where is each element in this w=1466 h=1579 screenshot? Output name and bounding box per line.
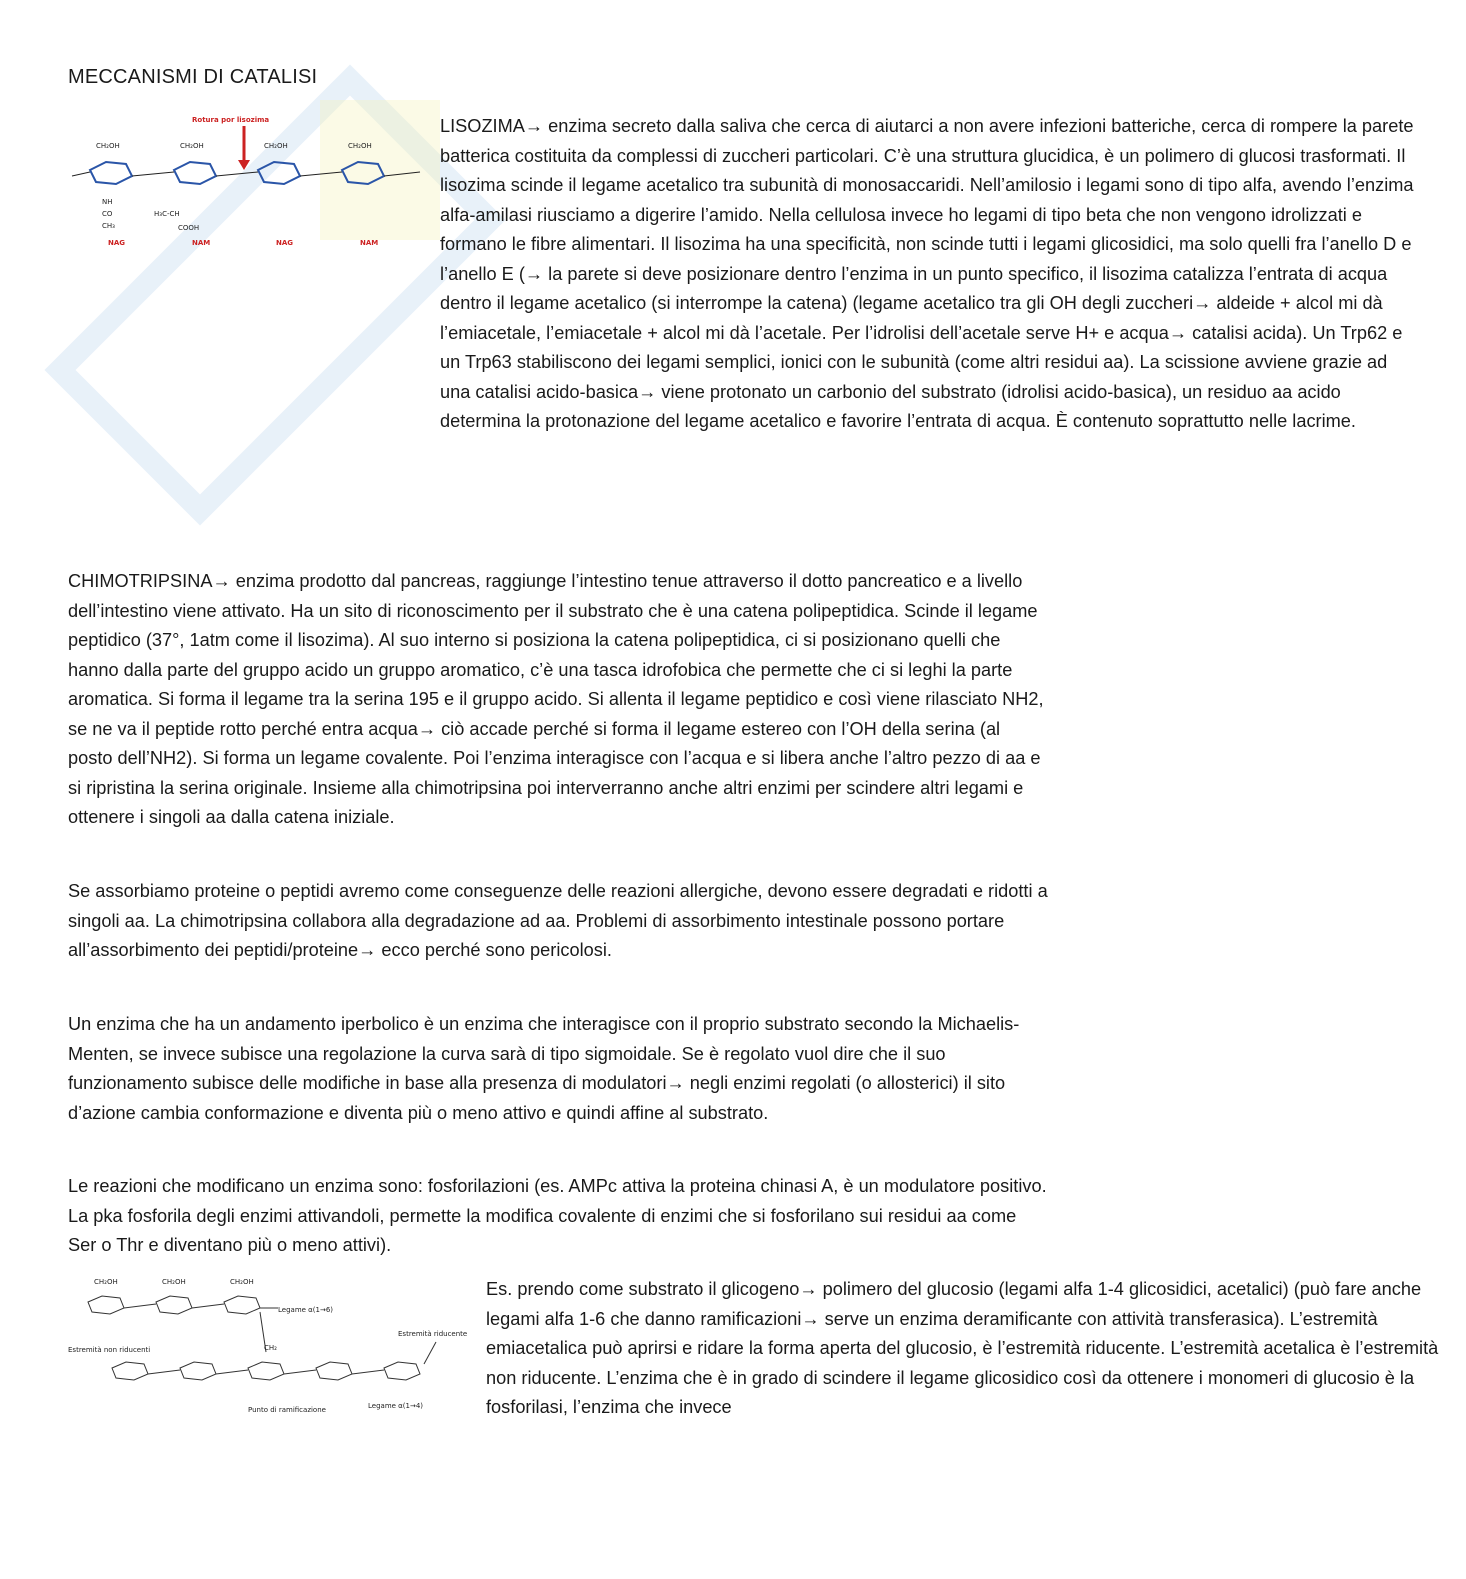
glycogen-top-label-3: CH₂OH (230, 1278, 254, 1286)
paragraph-chimotripsina: CHIMOTRIPSINA→ enzima prodotto dal pancreas, raggiunge l’intestino tenue attraverso il dotto pancreatico e a livello dell’intestino viene attivato. Ha un sito di riconoscimento per il substrato che è una catena polipeptidica. Scinde il legame peptidico (37°, 1atm come il lisozima). Al suo interno si posiziona la catena polipeptidica, ci si posizionano quelli che hanno dalla parte del gruppo acido un gruppo aromatico, c’è una tasca idrofobica che permette che ci si leghi la parte aromatica. Si forma il legame tra la serina 195 e il gruppo acido. Si allenta il legame peptidico e così viene rilasciato NH2, se ne va il peptide rotto perché entra acqua→ ciò accade perché si forma il legame estereo con l’OH della serina (al posto dell’NH2). Si forma un legame covalente. Poi l’enzima interagisce con l’acqua e si libera anche l’altro pezzo di aa e si ripristina la serina originale. Insieme alla chimotripsina poi interverranno anche altri enzimi per scindere altri legami e ottenere i singoli aa dalla catena iniziale. (68, 571, 1044, 827)
ring-bottom-label-4: NAM (360, 239, 379, 247)
page-title: MECCANISMI DI CATALISI (68, 66, 318, 88)
substituent-co-1: CO (102, 210, 113, 218)
glycogen-branch-point-label: Punto di ramificazione (248, 1406, 326, 1414)
paragraph-enzima-regolato: Un enzima che ha un andamento iperbolico è un enzima che interagisce con il proprio substrato secondo la Michaelis-Menten, se invece subisce una regolazione la curva sarà di tipo sigmoidale. Se è regolato vuol dire che il suo funzionamento subisce delle modifiche in base alla presenza di modulatori→ negli enzimi regolati (o allosterici) il sito d’azione cambia conformazione e diventa più o meno attivo e quindi affine al substrato. (68, 1014, 1020, 1123)
glycogen-bond-16-label: Legame α(1→6) (278, 1306, 334, 1314)
paragraph-fosforilazioni: Le reazioni che modificano un enzima sono: fosforilazioni (es. AMPc attiva la proteina chinasi A, è un modulatore positivo. La pka fosforila degli enzimi attivandoli, permette la modifica covalente di enzimi che si fosforilano sui residui aa come Ser o Thr e diventano più o meno attivi). (68, 1176, 1047, 1255)
ring-top-label-2: CH₂OH (180, 142, 204, 150)
glycogen-top-label-2: CH₂OH (162, 1278, 186, 1286)
glycogen-reducing-end-label: Estremità riducente (398, 1330, 468, 1338)
ring-top-label-1: CH₂OH (96, 142, 120, 150)
glycogen-bond-14-label: Legame α(1→4) (368, 1402, 424, 1410)
substituent-h3cch-2: H₃C-CH (154, 210, 180, 218)
substituent-cooh-2: COOH (178, 224, 200, 232)
ring-bottom-label-3: NAG (276, 239, 294, 247)
figure1-caption: Rotura por lisozima (192, 116, 270, 124)
ring-top-label-3: CH₂OH (264, 142, 288, 150)
paragraph-lisozima: LISOZIMA→ enzima secreto dalla saliva che cerca di aiutarci a non avere infezioni batteriche, cerca di rompere la parete batterica costituita da complessi di zuccheri particolari. C’è una struttura glucidica, è un polimero di glucosi trasformati. Il lisozima scinde il legame acetalico tra subunità di monosaccaridi. Nell’amilosio i legami sono di tipo alfa, avendo l’enzima alfa-amilasi riusciamo a digerire l’amido. Nella cellulosa invece ho legami di tipo beta che non vengono idrolizzati e formano le fibre alimentari. Il lisozima ha una specificità, non scinde tutti i legami glicosidici, ma solo quelli fra l’anello D e l’anello E (→ la parete si deve posizionare dentro l’enzima in un punto specifico, il lisozima catalizza l’entrata di acqua dentro il legame acetalico (si interrompe la catena) (legame acetalico tra gli OH degli zuccheri→ aldeide + alcol mi dà l’emiacetale, l’emiacetale + alcol mi dà l’acetale. Per l’idrolisi dell’acetale serve H+ e acqua→ catalisi acida). Un Trp62 e un Trp63 stabiliscono dei legami semplici, ionici con le subunità (come altri residui aa). La scissione avviene grazie ad una catalisi acido-basica→ viene protonato un carbonio del substrato (idrolisi acido-basica), un residuo aa acido determina la protonazione del legame acetalico e favorire l’entrata di acqua. È contenuto soprattutto nelle lacrime. (440, 116, 1414, 431)
substituent-nh-1: NH (102, 198, 113, 206)
ring-bottom-label-1: NAG (108, 239, 126, 247)
ring-top-label-4: CH₂OH (348, 142, 372, 150)
paragraph-glicogeno: Es. prendo come substrato il glicogeno→ polimero del glucosio (legami alfa 1-4 glicosidici, acetalici) (può fare anche legami alfa 1-6 che danno ramificazioni→ serve un enzima deramificante con attività transferasica). L’estremità emiacetalica può aprirsi e ridare la forma aperta del glucosio, è l’estremità riducente. L’estremità acetalica è l’estremità non riducente. L’enzima che è in grado di scindere il legame glicosidico così da ottenere i monomeri di glucosio è la fosforilasi, l’enzima che invece (486, 1279, 1439, 1417)
ring-bottom-label-2: NAM (192, 239, 211, 247)
glycogen-nonreducing-end-label: Estremità non riducenti (68, 1346, 151, 1354)
glycogen-top-label-1: CH₂OH (94, 1278, 118, 1286)
paragraph-assorbimento: Se assorbiamo proteine o peptidi avremo come conseguenze delle reazioni allergiche, devono essere degradati e ridotti a singoli aa. La chimotripsina collabora alla degradazione ad aa. Problemi di assorbimento intestinale possono portare all’assorbimento dei peptidi/proteine→ ecco perché sono pericolosi. (68, 881, 1048, 960)
substituent-ch3-1: CH₃ (102, 222, 115, 230)
glycogen-branch-label: CH₂ (264, 1344, 277, 1352)
